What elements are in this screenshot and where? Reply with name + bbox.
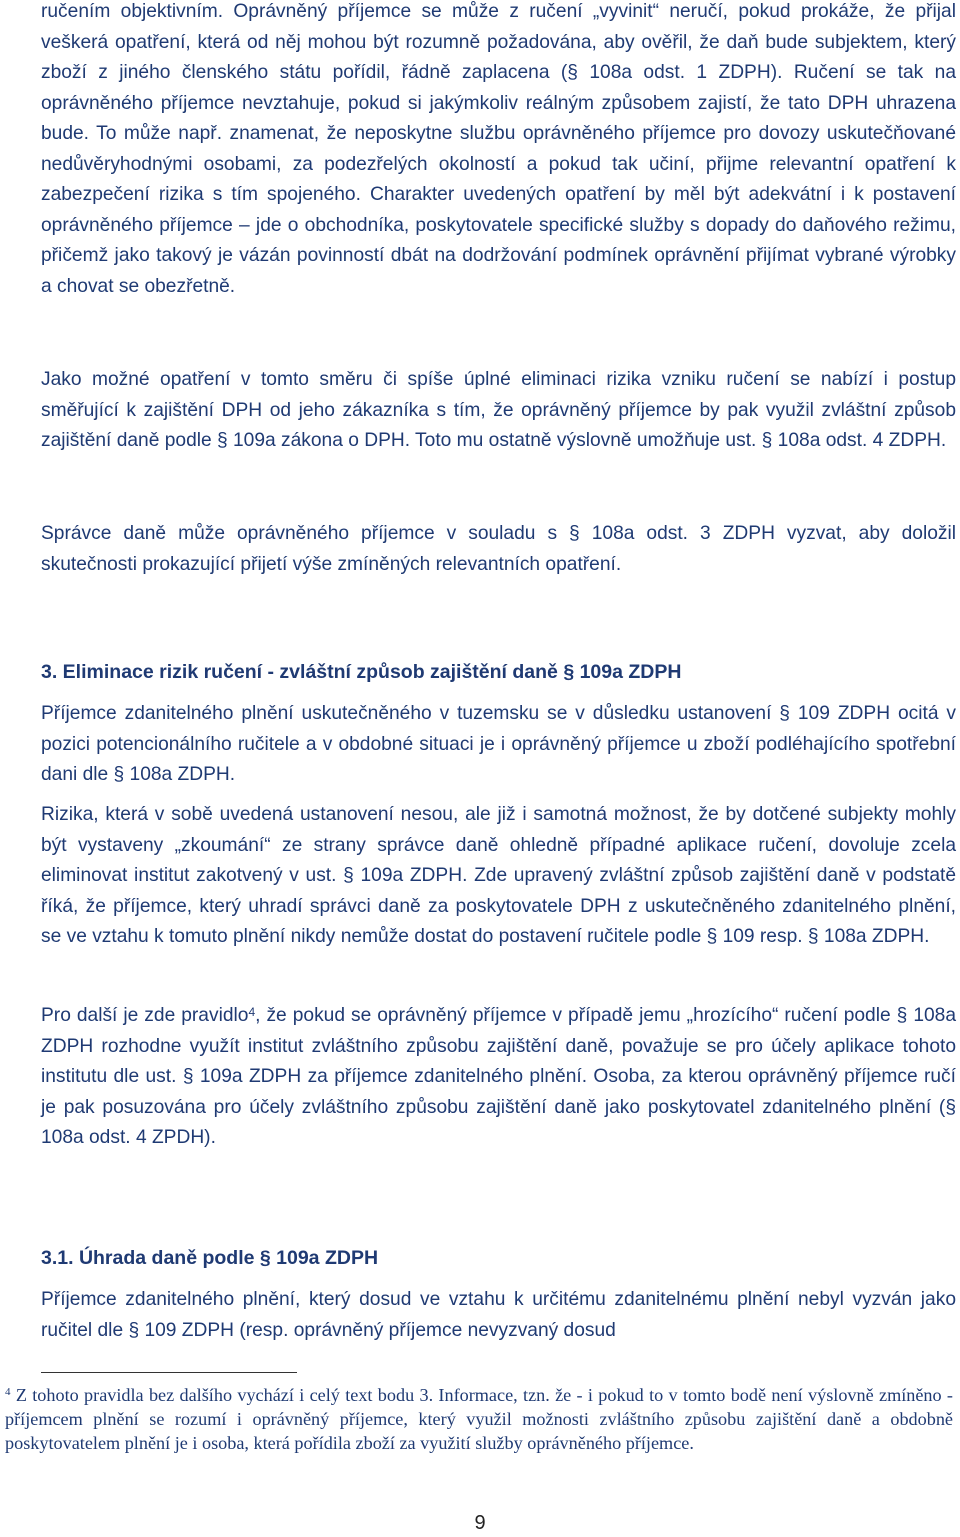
- paragraph-rule-end: , že pokud se oprávněný příjemce v případě jemu „hrozícího“ ručení podle § 108a ZDPH rozhodne využít institut zvláštního způsobu zajištění daně, považuje se pro účely aplikace tohoto institutu dle ust. § 109a ZDPH za příjemce zdanitelného plnění. Osoba, za kterou oprávněný příjemce ručí je pak posuzována pro účely zvláštního způsobu zajištění daně jako poskytovatel zdanitelného plnění (§ 108a odst. 4 ZPDH).: [41, 1005, 957, 1148]
- paragraph-payment: Příjemce zdanitelného plnění, který dosud ve vztahu k určitému zdanitelnému plnění nebyl vyzván jako ručitel dle § 109 ZDPH (resp. oprávněný příjemce nevyzvaný dosud: [41, 1289, 956, 1341]
- paragraph-risks: Rizika, která v sobě uvedená ustanovení nesou, ale již i samotná možnost, že by dotčené subjekty mohly být vystaveny „zkoumání“ ze strany správce daně ohledně případné aplikace ručení, dovoluje zcela eliminovat institut zakotvený v ust. § 109a ZDPH. Zde upravený zvláštní způsob zajištění daně v podstatě říká, že příjemce, který uhradí správci daně za poskytovatele DPH z uskutečněného zdanitelného plnění, se ve vztahu k tomuto plnění nikdy nemůže dostat do postavení ručitele podle § 109 resp. § 108a ZDPH.: [41, 804, 956, 947]
- footnote-divider: [41, 1372, 297, 1373]
- paragraph-tax-administrator: Správce daně může oprávněného příjemce v souladu s § 108a odst. 3 ZDPH vyzvat, aby doložil skutečnosti prokazující přijetí výše zmíněných relevantních opatření.: [41, 523, 956, 575]
- footnote-reference: 4: [248, 1005, 256, 1019]
- footnote-text: Z tohoto pravidla bez dalšího vychází i celý text bodu 3. Informace, tzn. že - i pokud to v tomto bodě není výslovně zmíněno - příjemcem plnění se rozumí i oprávněný příjemce, který využil možnosti zvláštního způsobu zajištění daně a obdobně poskytovatelem plnění je i osoba, která pořídila zboží za využití služby oprávněného příjemce.: [5, 1385, 953, 1453]
- section-heading-3: 3. Eliminace rizik ručení - zvláštní způsob zajištění daně § 109a ZDPH: [41, 661, 682, 683]
- footnote-number: 4: [5, 1386, 11, 1398]
- paragraph-rule: [41, 1001, 956, 1154]
- paragraph-possible-measures: Jako možné opatření v tomto směru či spíše úplné eliminaci rizika vzniku ručení se nabízí i postup směřující k zajištění DPH od jeho zákazníka s tím, že oprávněný příjemce by pak využil zvláštní způsob zajištění daně podle § 109a zákona o DPH. Toto mu ostatně výslovně umožňuje ust. § 108a odst. 4 ZDPH.: [41, 369, 956, 451]
- page-number: 9: [474, 1512, 486, 1534]
- section-heading-3-1: 3.1. Úhrada daně podle § 109a ZDPH: [41, 1247, 379, 1269]
- paragraph-rule-start: Pro další je zde pravidlo: [41, 1005, 249, 1026]
- paragraph-recipient-position: Příjemce zdanitelného plnění uskutečněného v tuzemsku se v důsledku ustanovení § 109 ZDPH ocitá v pozici potencionálního ručitele a v obdobné situaci je i oprávněný příjemce u zboží podléhajícího spotřební dani dle § 108a ZDPH.: [41, 703, 956, 785]
- paragraph-liability: ručením objektivním. Oprávněný příjemce se může z ručení „vyvinit“ neručí, pokud prokáže, že přijal veškerá opatření, která od něj mohou být rozumně požadována, aby ověřil, že daň bude subjektem, který zboží z jiného členského státu pořídil, řádně zaplacena (§ 108a odst. 1 ZDPH). Ručení se tak na oprávněného příjemce nevztahuje, pokud si jakýmkoliv reálným způsobem zajistí, že tato DPH uhrazena bude. To může např. znamenat, že neposkytne službu oprávněného příjemce pro dovozy uskutečňované nedůvěryhodnými osobami, za podezřelých okolností a pokud tak učiní, přijme relevantní opatření k zabezpečení rizika s tím spojeného. Charakter uvedených opatření by měl být adekvátní i k postavení oprávněného příjemce – jde o obchodníka, poskytovatele specifické služby s dopady do daňového režimu, přičemž jako takový je vázán povinností dbát na dodržování podmínek oprávnění přijímat vybrané výrobky a chovat se obezřetně.: [41, 1, 956, 297]
- footnote: [5, 1383, 953, 1455]
